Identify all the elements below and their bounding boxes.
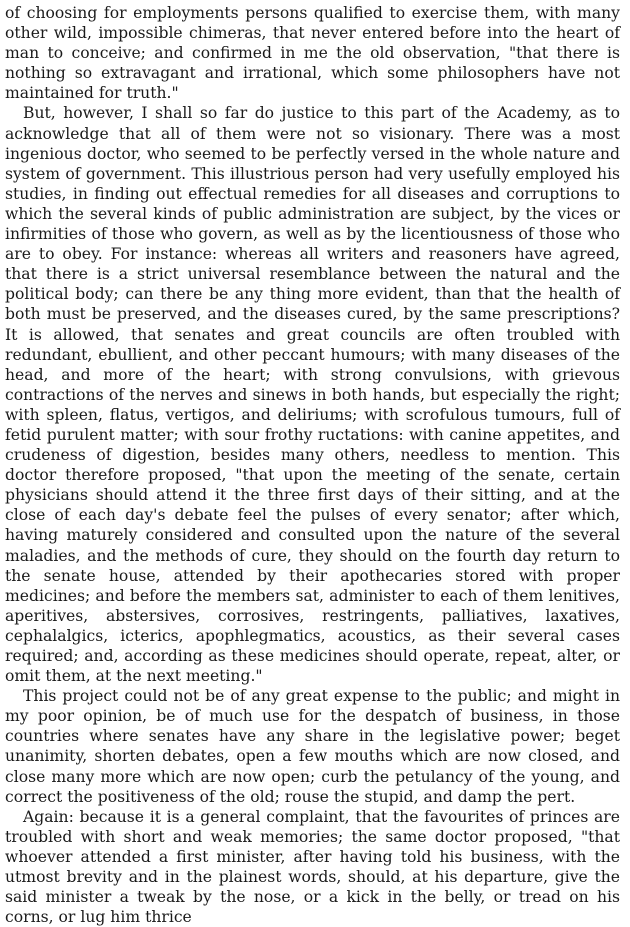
paragraph: Again: because it is a general complaint, that the favourites of princes are troubled with short and weak memories; the same doctor proposed, "that whoever attended a first minister, after having told his business, with the utmost brevity and in the plainest words, should, at his departure, give the said minister a tweak by the nose, or a kick in the belly, or tread on his corns, or lug him thrice bbox=[5, 807, 620, 927]
paragraph-continued: of choosing for employments persons qualified to exercise them, with many other wild, impossible chimeras, that never entered before into the heart of man to conceive; and confirmed in me the old observation, "that there is nothing so extravagant and irrational, which some philosophers have not maintained for truth." bbox=[5, 4, 620, 103]
paragraph: But, however, I shall so far do justice to this part of the Academy, as to acknowledge that all of them were not so visionary. There was a most ingenious doctor, who seemed to be perfectly versed in the whole nature and system of government. This illustrious person had very usefully employed his studies, in finding out effectual remedies for all diseases and corruptions to which the several kinds of public administration are subject, by the vices or infirmities of those who govern, as well as by the licentiousness of those who are to obey. For instance: whereas all writers and reasoners have agreed, that there is a strict universal resemblance between the natural and the political body; can there be any thing more evident, than that the health of both must be preserved, and the diseases cured, by the same prescriptions? It is allowed, that senates and great councils are often troubled with redundant, ebullient, and other peccant humours; with many diseases of the head, and more of the heart; with strong convulsions, with grievous contractions of the nerves and sinews in both hands, but especially the right; with spleen, flatus, vertigos, and deliriums; with scrofulous tumours, full of fetid purulent matter; with sour frothy ructations: with canine appetites, and crudeness of digestion, besides many others, needless to mention. This doctor therefore proposed, "that upon the meeting of the senate, certain physicians should attend it the three first days of their sitting, and at the close of each day's debate feel the pulses of every senator; after which, having maturely considered and consulted upon the nature of the several maladies, and the methods of cure, they should on the fourth day return to the senate house, attended by their apothecaries stored with proper medicines; and before the members sat, administer to each of them lenitives, aperitives, abstersives, corrosives, restringents, palliatives, laxatives, cephalalgics, icterics, apophlegmatics, acoustics, as their several cases required; and, according as these medicines should operate, repeat, alter, or omit them, at the next meeting." bbox=[5, 104, 620, 686]
paragraph: This project could not be of any great expense to the public; and might in my poor opinion, be of much use for the despatch of business, in those countries where senates have any share in the legislative power; beget unanimity, shorten debates, open a few mouths which are now closed, and close many more which are now open; curb the petulancy of the young, and correct the positiveness of the old; rouse the stupid, and damp the pert. bbox=[5, 687, 620, 806]
